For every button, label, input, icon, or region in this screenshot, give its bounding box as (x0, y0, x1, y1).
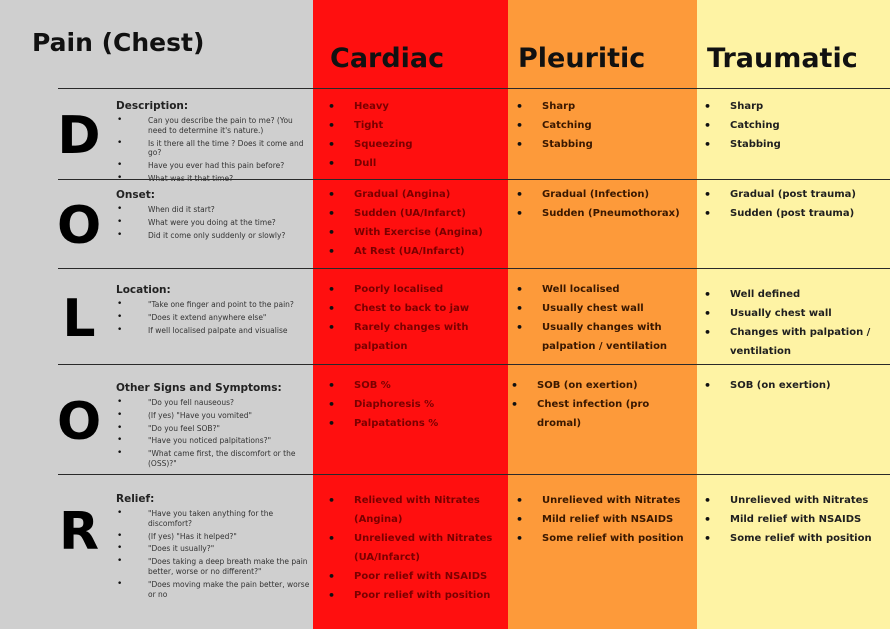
pleuritic-list (510, 185, 695, 223)
question-item: • "Does moving make the pain better, worse or no (116, 580, 311, 600)
question-block (116, 284, 311, 338)
list-item: • At Rest (UA/Infarct) (322, 242, 502, 261)
list-item: • Usually chest wall (510, 299, 690, 318)
question-item: • "Does taking a deep breath make the pain better, worse or no different?" (116, 557, 311, 577)
list-item: • Tight (322, 116, 502, 135)
list-item: • Poor relief with NSAIDS (322, 567, 502, 586)
question-block (116, 189, 311, 243)
question-heading: Other Signs and Symptoms: (116, 382, 282, 394)
question-item: • What were you doing at the time? (116, 218, 311, 228)
list-item: • With Exercise (Angina) (322, 223, 502, 242)
list-item: • Chest to back to jaw (322, 299, 487, 318)
list-item: • Rarely changes with palpation (322, 318, 487, 356)
page-title: Pain (Chest) (32, 28, 205, 57)
row-divider (58, 268, 890, 269)
question-item: • What was it that time? (116, 174, 311, 184)
question-list (116, 116, 311, 184)
mnemonic-letter: R (58, 502, 100, 562)
question-item: • Can you describe the pain to me? (You need to determine it's nature.) (116, 116, 311, 136)
traumatic-list (698, 376, 883, 395)
question-item: • "Do you feel SOB?" (116, 424, 311, 434)
mnemonic-letter: O (57, 392, 102, 452)
list-item: • Unrelieved with Nitrates (698, 491, 888, 510)
question-heading: Location: (116, 284, 171, 296)
list-item: • Catching (698, 116, 883, 135)
question-item: • "What came first, the discomfort or the (OSS)?" (116, 449, 311, 469)
question-item: • "Take one finger and point to the pain? (116, 300, 311, 310)
list-item: • Heavy (322, 97, 502, 116)
list-item: • Poorly localised (322, 280, 487, 299)
list-item: • SOB % (322, 376, 502, 395)
list-item: • Sharp (698, 97, 883, 116)
question-heading: Description: (116, 100, 189, 112)
traumatic-list (698, 491, 888, 548)
question-item: • "Have you taken anything for the discomfort? (116, 509, 311, 529)
question-list (116, 300, 311, 335)
column-header-pleuritic: Pleuritic (518, 43, 646, 74)
question-item: • "Have you noticed palpitations?" (116, 436, 311, 446)
list-item: • Sharp (510, 97, 690, 116)
pleuritic-list (505, 376, 680, 433)
traumatic-list (698, 285, 883, 361)
question-item: • Did it come only suddenly or slowly? (116, 231, 311, 241)
list-item: • Well defined (698, 285, 883, 304)
list-item: • Catching (510, 116, 690, 135)
list-item: • Squeezing (322, 135, 502, 154)
list-item: • Some relief with position (510, 529, 695, 548)
column-header-cardiac: Cardiac (330, 43, 445, 74)
list-item: • Dull (322, 154, 502, 173)
list-item: • Palpatations % (322, 414, 502, 433)
list-item: • Some relief with position (698, 529, 888, 548)
list-item: • Stabbing (698, 135, 883, 154)
list-item: • Poor relief with position (322, 586, 502, 605)
question-list (116, 205, 311, 240)
list-item: • Gradual (post trauma) (698, 185, 883, 204)
list-item: • Sudden (Pneumothorax) (510, 204, 695, 223)
question-item: • (If yes) "Has it helped?" (116, 532, 311, 542)
pleuritic-list (510, 491, 695, 548)
list-item: • Changes with palpation / ventilation (698, 323, 883, 361)
question-block (116, 382, 311, 472)
question-heading: Onset: (116, 189, 155, 201)
list-item: • Sudden (post trauma) (698, 204, 883, 223)
list-item: • Mild relief with NSAIDS (698, 510, 888, 529)
question-list (116, 398, 311, 469)
list-item: • Chest infection (pro dromal) (505, 395, 680, 433)
mnemonic-letter: D (57, 106, 101, 166)
traumatic-list (698, 97, 883, 154)
traumatic-list (698, 185, 883, 223)
list-item: • Usually chest wall (698, 304, 883, 323)
row-divider (58, 364, 890, 365)
question-item: • "Do you fell nauseous? (116, 398, 311, 408)
list-item: • SOB (on exertion) (505, 376, 680, 395)
list-item: • SOB (on exertion) (698, 376, 883, 395)
cardiac-list (322, 97, 502, 173)
list-item: • Unrelieved with Nitrates (510, 491, 695, 510)
question-heading: Relief: (116, 493, 155, 505)
list-item: • Gradual (Infection) (510, 185, 695, 204)
mnemonic-letter: O (57, 196, 102, 256)
question-item: • If well localised palpate and visualise (116, 326, 311, 336)
list-item: • Well localised (510, 280, 690, 299)
question-item: • "Does it extend anywhere else" (116, 313, 311, 323)
question-item: • "Does it usually?" (116, 544, 311, 554)
cardiac-list (322, 280, 487, 356)
list-item: • Relieved with Nitrates (Angina) (322, 491, 502, 529)
cardiac-list (322, 185, 502, 261)
cardiac-list (322, 491, 502, 605)
question-item: • Is it there all the time ? Does it come and go? (116, 139, 311, 159)
list-item: • Stabbing (510, 135, 690, 154)
pleuritic-list (510, 97, 690, 154)
list-item: • Unrelieved with Nitrates (UA/Infarct) (322, 529, 502, 567)
question-block (116, 493, 311, 602)
question-item: • Have you ever had this pain before? (116, 161, 311, 171)
pleuritic-list (510, 280, 690, 356)
mnemonic-letter: L (62, 289, 96, 349)
column-header-traumatic: Traumatic (707, 43, 858, 74)
list-item: • Mild relief with NSAIDS (510, 510, 695, 529)
question-block (116, 100, 311, 187)
list-item: • Usually changes with palpation / ventilation (510, 318, 690, 356)
question-item: • When did it start? (116, 205, 311, 215)
row-divider (58, 88, 890, 89)
list-item: • Diaphoresis % (322, 395, 502, 414)
question-item: • (If yes) "Have you vomited" (116, 411, 311, 421)
list-item: • Sudden (UA/Infarct) (322, 204, 502, 223)
list-item: • Gradual (Angina) (322, 185, 502, 204)
row-divider (58, 474, 890, 475)
question-list (116, 509, 311, 599)
cardiac-list (322, 376, 502, 433)
